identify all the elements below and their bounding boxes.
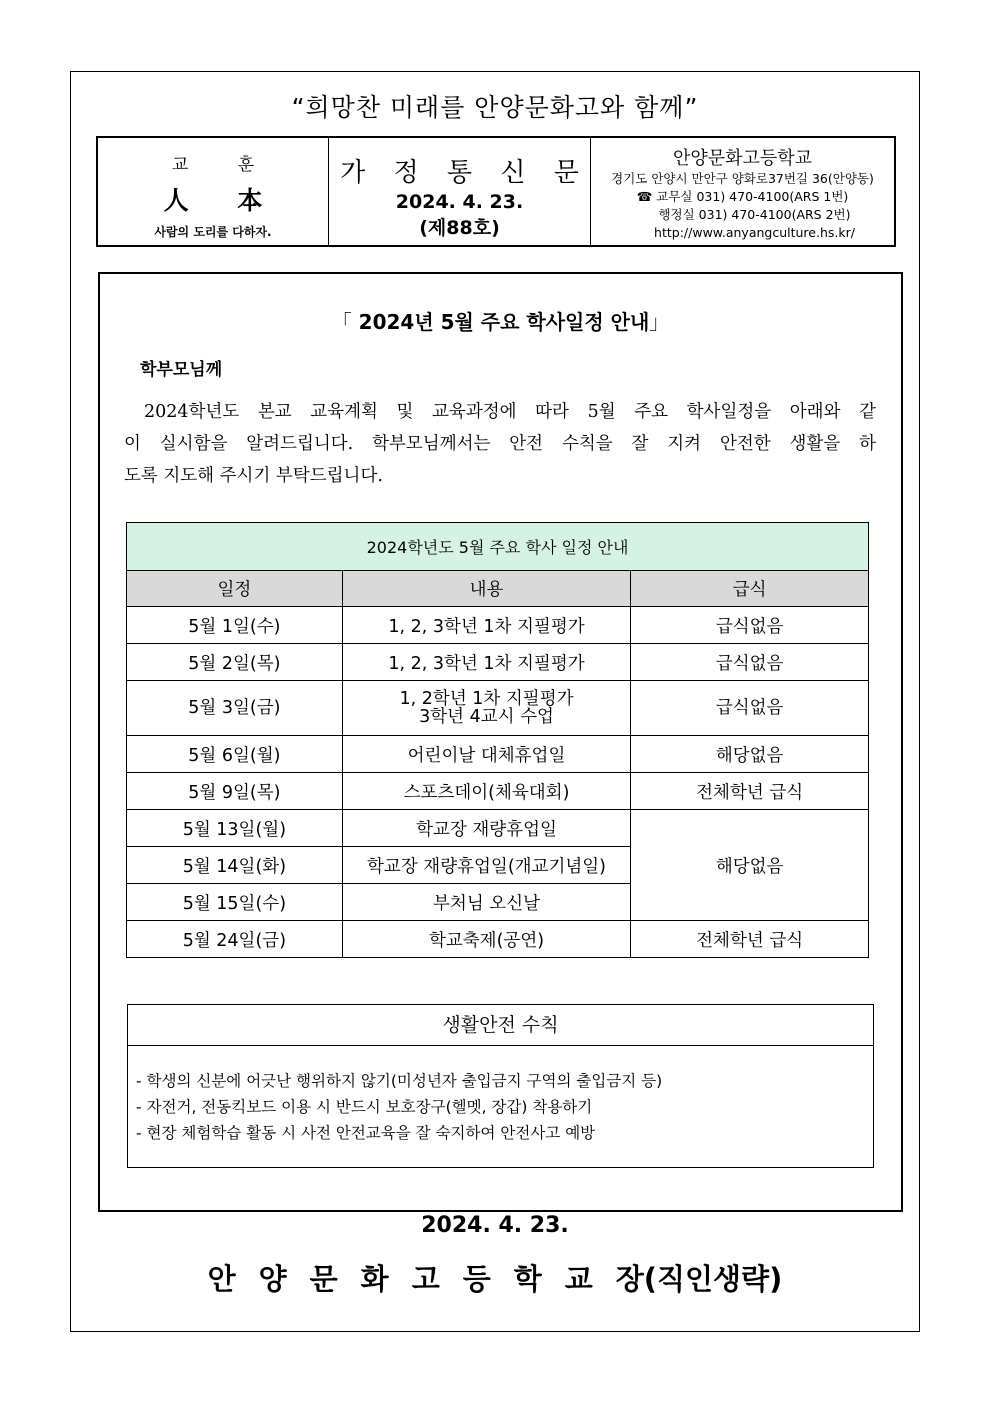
schedule-content: 부처님 오신날 <box>342 884 631 921</box>
schedule-content: 학교장 재량휴업일(개교기념일) <box>342 847 631 884</box>
table-row <box>127 773 869 810</box>
schedule-date: 5월 3일(금) <box>127 681 343 736</box>
notice-title <box>98 306 903 335</box>
schedule-content: 1, 2, 3학년 1차 지필평가 <box>342 644 631 681</box>
newsletter-date: 2024. 4. 23. <box>395 191 524 213</box>
schedule-date: 5월 2일(목) <box>127 644 343 681</box>
footer-date: 2024. 4. 23. <box>421 1213 569 1238</box>
motto-subtitle: 사람의 도리를 다하자. <box>154 225 272 239</box>
body-line: 2024학년도 본교 교육계획 및 교육과정에 따라 5월 주요 학사일정을 아래와 같 <box>144 402 876 422</box>
schedule-date: 5월 14일(화) <box>127 847 343 884</box>
table-row <box>127 607 869 644</box>
schedule-table <box>126 522 869 958</box>
safety-rules-box <box>127 1004 874 1168</box>
title-open-bracket: 「 <box>331 310 352 334</box>
newsletter-header <box>96 136 896 247</box>
schedule-content: 학교축제(공연) <box>342 921 631 958</box>
title-close-bracket: 」 <box>649 310 670 334</box>
school-info-cell <box>590 138 894 245</box>
schedule-meal: 급식없음 <box>631 607 869 644</box>
schedule-date: 5월 13일(월) <box>127 810 343 847</box>
schedule-content: 어린이날 대체휴업일 <box>342 736 631 773</box>
table-row <box>127 810 869 847</box>
newsletter-title: 가 정 통 신 문 <box>340 158 589 188</box>
schedule-date: 5월 15일(수) <box>127 884 343 921</box>
signature-school-name: 안양문화고등학교 <box>207 1262 616 1296</box>
table-row <box>127 921 869 958</box>
schedule-meal: 급식없음 <box>631 681 869 736</box>
school-motto-banner: “희망찬 미래를 안양문화고와 함께” <box>291 93 699 122</box>
school-address: 경기도 안양시 만안구 양화로37번길 36(안양동) <box>611 171 874 186</box>
schedule-content: 1, 2, 3학년 1차 지필평가 <box>342 607 631 644</box>
schedule-meal: 전체학년 급식 <box>631 921 869 958</box>
schedule-date: 5월 9일(목) <box>127 773 343 810</box>
school-name: 안양문화고등학교 <box>672 148 813 169</box>
table-row <box>127 681 869 736</box>
column-header-content: 내용 <box>342 571 631 607</box>
signature-tail: 장(직인생략) <box>615 1262 783 1296</box>
schedule-header-row <box>127 571 869 607</box>
column-header-date: 일정 <box>127 571 343 607</box>
column-header-meal: 급식 <box>631 571 869 607</box>
safety-rules-list <box>128 1046 873 1146</box>
newsletter-title-cell <box>328 138 590 245</box>
schedule-meal: 급식없음 <box>631 644 869 681</box>
schedule-date: 5월 24일(금) <box>127 921 343 958</box>
body-line: 이 실시함을 알려드립니다. 학부모님께서는 안전 수칙을 잘 지켜 안전한 생활을 하 <box>124 434 876 454</box>
safety-rule-item: - 학생의 신분에 어긋난 행위하지 않기(미성년자 출입금지 구역의 출입금지 등) <box>136 1072 663 1090</box>
school-motto-cell <box>98 138 328 245</box>
schedule-content: 스포츠데이(체육대회) <box>342 773 631 810</box>
motto-label: 교 훈 <box>171 155 277 175</box>
schedule-date: 5월 6일(월) <box>127 736 343 773</box>
notice-body <box>124 396 876 492</box>
schedule-content-line: 1, 2학년 1차 지필평가 <box>399 689 574 709</box>
body-line: 도록 지도해 주시기 부탁드립니다. <box>124 466 383 486</box>
newsletter-issue: (제88호) <box>419 217 500 239</box>
safety-rule-item: - 현장 체험학습 활동 시 사전 안전교육을 잘 숙지하여 안전사고 예방 <box>136 1124 596 1142</box>
school-website-link[interactable]: http://www.anyangculture.hs.kr/ <box>654 225 855 240</box>
schedule-meal-merged: 해당없음 <box>631 810 869 921</box>
safety-rule-item: - 자전거, 전동킥보드 이용 시 반드시 보호장구(헬멧, 장갑) 착용하기 <box>136 1098 593 1116</box>
schedule-content: 학교장 재량휴업일 <box>342 810 631 847</box>
school-phone-office: ☎ 교무실 031) 470-4100(ARS 1번) <box>636 189 849 204</box>
schedule-content <box>342 681 631 736</box>
table-row <box>127 736 869 773</box>
schedule-meal: 전체학년 급식 <box>631 773 869 810</box>
table-row <box>127 644 869 681</box>
schedule-date: 5월 1일(수) <box>127 607 343 644</box>
schedule-content-line: 3학년 4교시 수업 <box>419 707 554 727</box>
notice-title-text: 2024년 5월 주요 학사일정 안내 <box>358 310 650 334</box>
principal-signature <box>70 1257 920 1298</box>
motto-main: 人 本 <box>163 186 283 215</box>
safety-rules-title: 생활안전 수칙 <box>128 1005 873 1046</box>
schedule-caption: 2024학년도 5월 주요 학사 일정 안내 <box>127 523 869 571</box>
greeting: 학부모님께 <box>140 360 223 380</box>
school-phone-admin: 행정실 031) 470-4100(ARS 2번) <box>658 207 851 222</box>
schedule-meal: 해당없음 <box>631 736 869 773</box>
